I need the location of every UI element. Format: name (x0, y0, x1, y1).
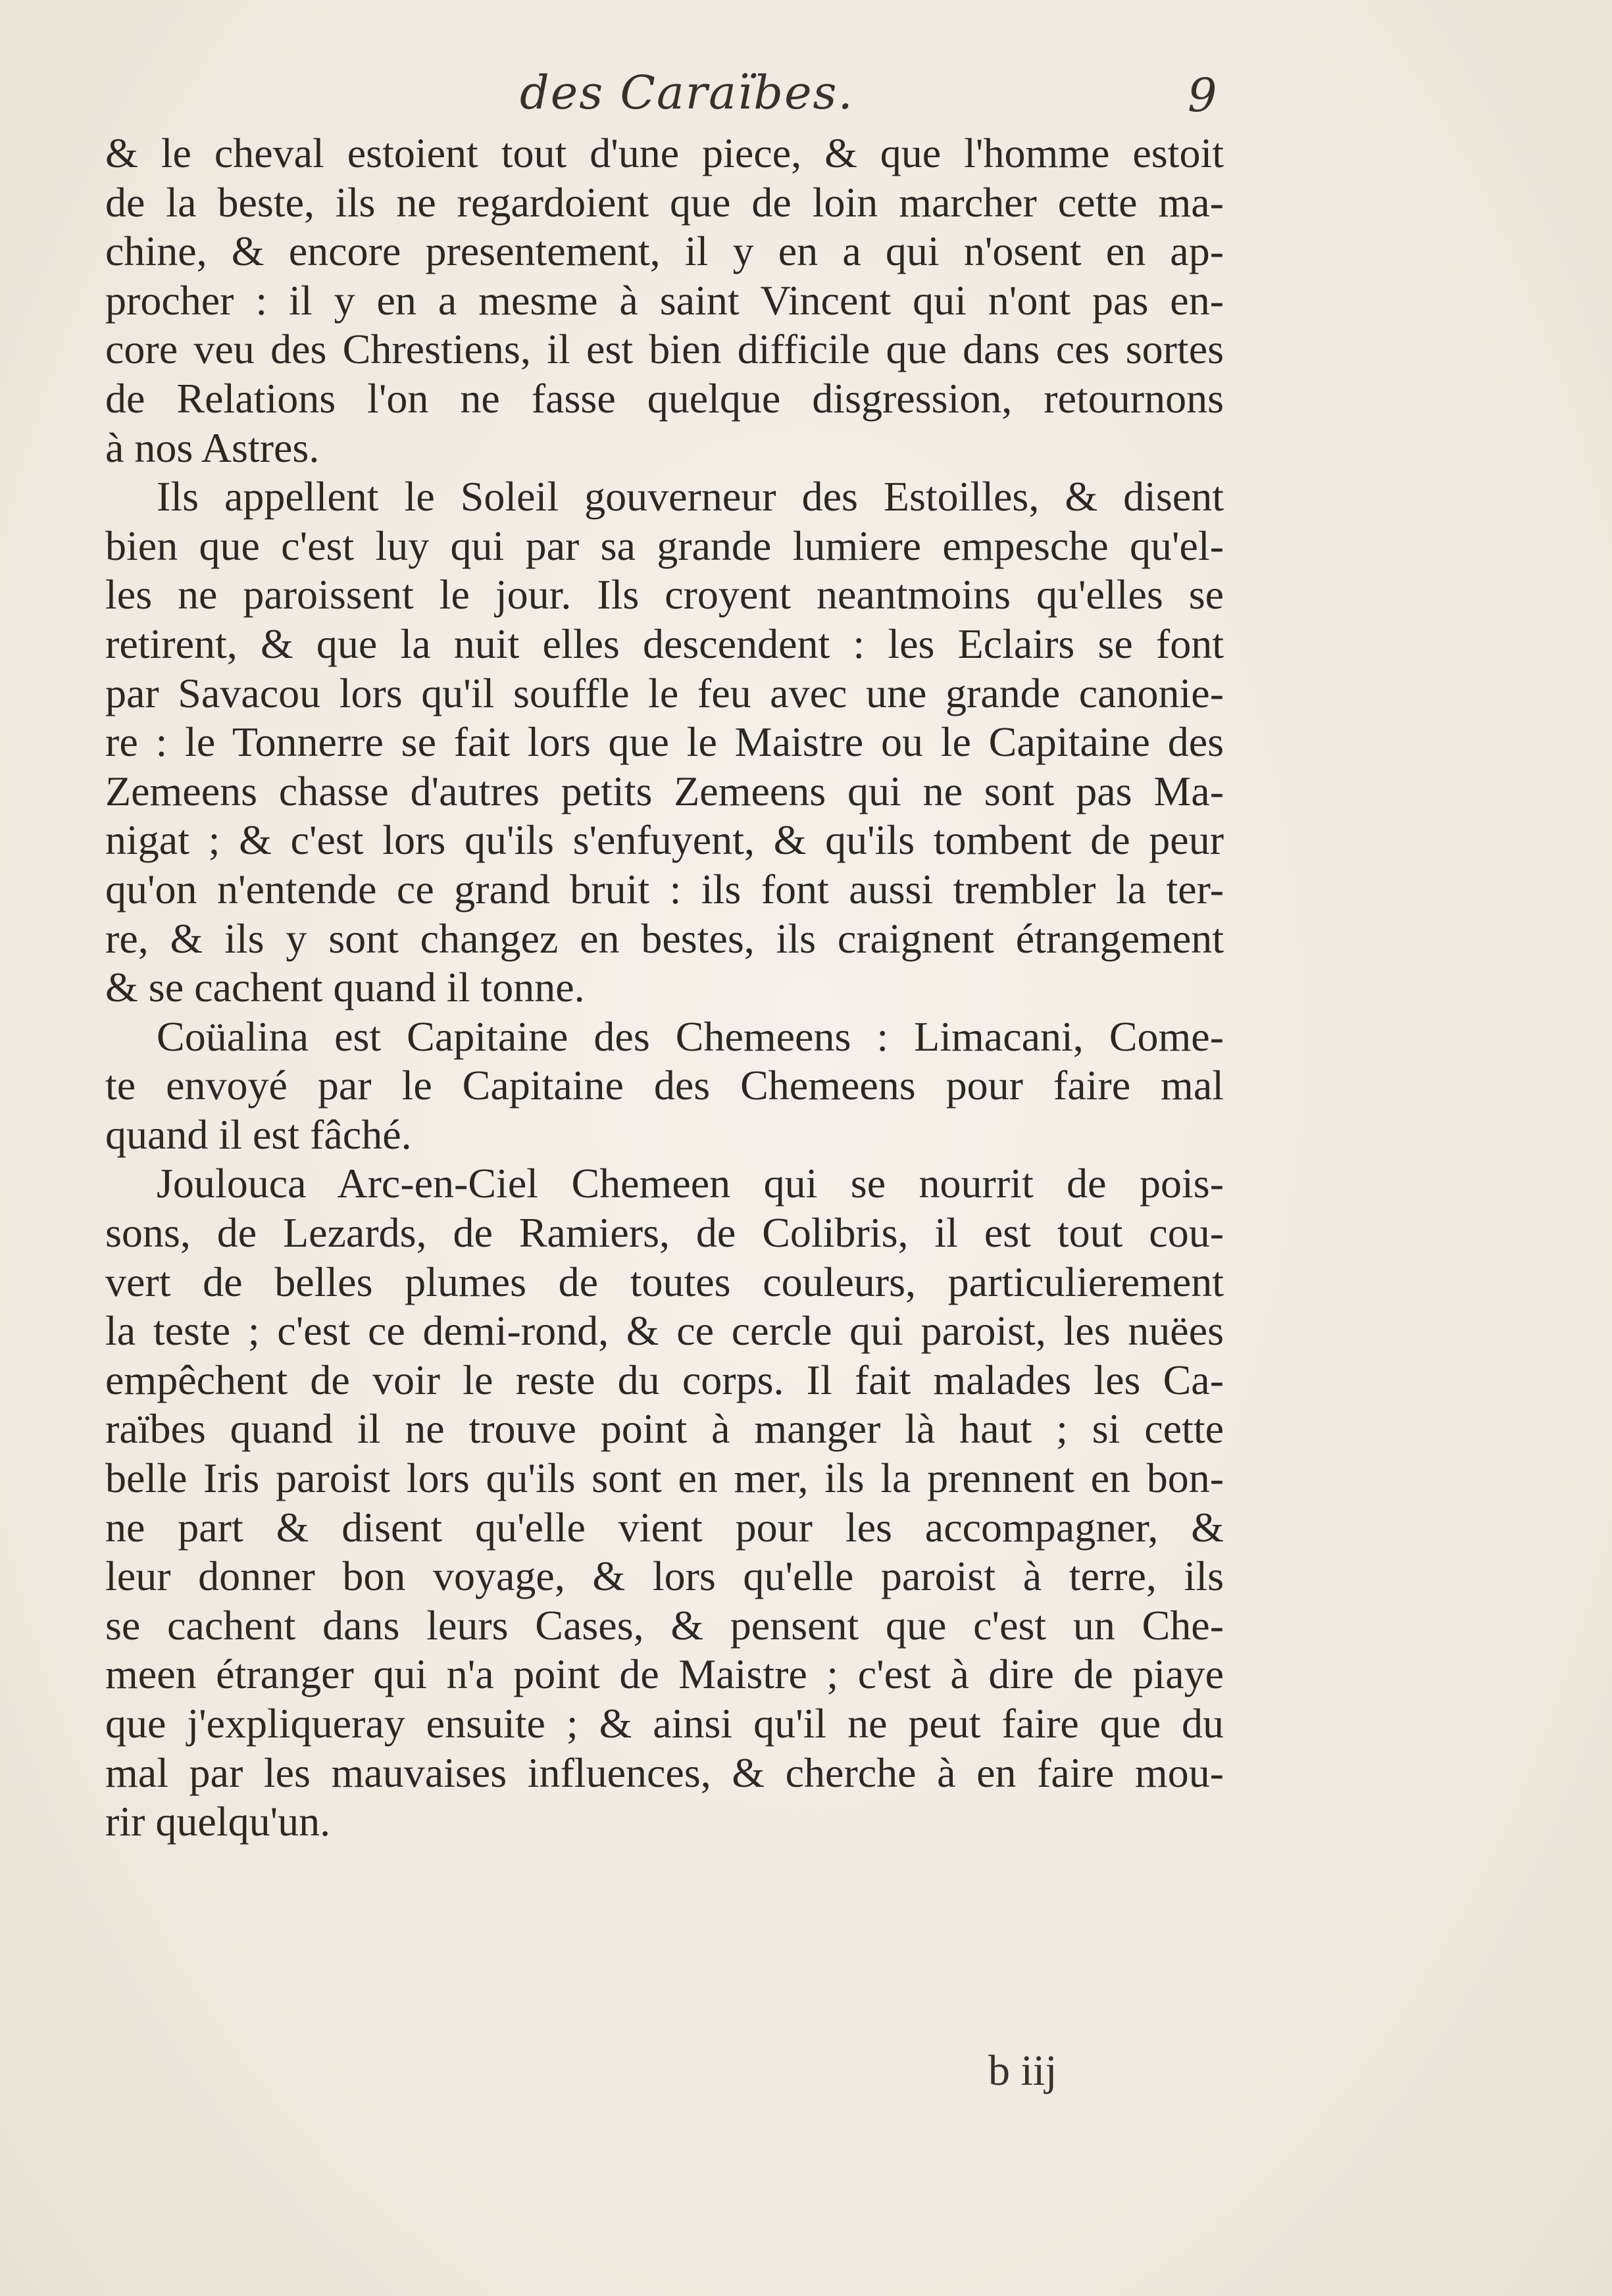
paragraph-continued (105, 129, 1224, 472)
text-line: ne part & disent qu'elle vient pour les accompagner, & (105, 1503, 1224, 1551)
text-line: chine, & encore presentement, il y en a qui n'osent en ap- (105, 228, 1224, 275)
text-line: meen étranger qui n'a point de Maistre ; c'est à dire de piaye (105, 1651, 1224, 1698)
text-line: à nos Astres. (105, 424, 320, 471)
signature-mark: b iij (988, 2047, 1057, 2095)
text-line: de la beste, ils ne regardoient que de loin marcher cette ma- (105, 178, 1224, 226)
page-number: 9 (1188, 68, 1217, 122)
text-line: belle Iris paroist lors qu'ils sont en mer, ils la prennent en bon- (105, 1455, 1224, 1502)
text-line: quand il est fâché. (105, 1111, 412, 1158)
text-line: re : le Tonnerre se fait lors que le Maistre ou le Capitaine des (105, 718, 1224, 766)
text-line: de Relations l'on ne fasse quelque disgression, retournons (105, 374, 1224, 422)
text-line: Ils appellent le Soleil gouverneur des Estoilles, & disent (157, 473, 1224, 520)
text-line: procher : il y en a mesme à saint Vincent qui n'ont pas en- (105, 276, 1224, 324)
paragraph-joulouca (105, 1159, 1224, 1846)
text-line: Joulouca Arc-en-Ciel Chemeen qui se nourrit de pois- (157, 1160, 1224, 1207)
body-text (105, 129, 1224, 1847)
text-line: leur donner bon voyage, & lors qu'elle paroist à terre, ils (105, 1553, 1224, 1600)
text-line: sons, de Lezards, de Ramiers, de Colibris, il est tout cou- (105, 1209, 1224, 1257)
text-line: nigat ; & c'est lors qu'ils s'enfuyent, & qu'ils tombent de peur (105, 816, 1224, 864)
running-title: des Caraïbes. (520, 66, 854, 120)
text-line: qu'on n'entende ce grand bruit : ils font aussi trembler la ter- (105, 865, 1224, 912)
text-line: raïbes quand il ne trouve point à manger là haut ; si cette (105, 1405, 1224, 1453)
text-line: vert de belles plumes de toutes couleurs, particulierement (105, 1258, 1224, 1305)
text-line: Coüalina est Capitaine des Chemeens : Limacani, Come- (157, 1012, 1224, 1060)
paragraph-soleil (105, 472, 1224, 1012)
paragraph-coualina (105, 1012, 1224, 1160)
text-line: te envoyé par le Capitaine des Chemeens pour faire mal (105, 1062, 1224, 1109)
text-line: bien que c'est luy qui par sa grande lumiere empesche qu'el- (105, 522, 1224, 569)
text-line: retirent, & que la nuit elles descendent : les Eclairs se font (105, 620, 1224, 667)
text-line: se cachent dans leurs Cases, & pensent que c'est un Che- (105, 1601, 1224, 1649)
text-line: & se cachent quand il tonne. (105, 964, 585, 1011)
text-line: re, & ils y sont changez en bestes, ils craignent étrangement (105, 914, 1224, 962)
text-line: les ne paroissent le jour. Ils croyent neantmoins qu'elles se (105, 571, 1224, 618)
text-line: core veu des Chrestiens, il est bien difficile que dans ces sortes (105, 326, 1224, 373)
text-line: rir quelqu'un. (105, 1798, 331, 1845)
text-line: la teste ; c'est ce demi-rond, & ce cercle qui paroist, les nuëes (105, 1307, 1224, 1355)
text-line: Zemeens chasse d'autres petits Zemeens qui ne sont pas Ma- (105, 767, 1224, 814)
text-line: que j'expliqueray ensuite ; & ainsi qu'il ne peut faire que du (105, 1700, 1224, 1747)
text-line: empêchent de voir le reste du corps. Il fait malades les Ca- (105, 1356, 1224, 1403)
text-line: & le cheval estoient tout d'une piece, & que l'homme estoit (105, 130, 1224, 176)
text-line: par Savacou lors qu'il souffle le feu avec une grande canonie- (105, 669, 1224, 716)
text-line: mal par les mauvaises influences, & cherche à en faire mou- (105, 1749, 1224, 1796)
